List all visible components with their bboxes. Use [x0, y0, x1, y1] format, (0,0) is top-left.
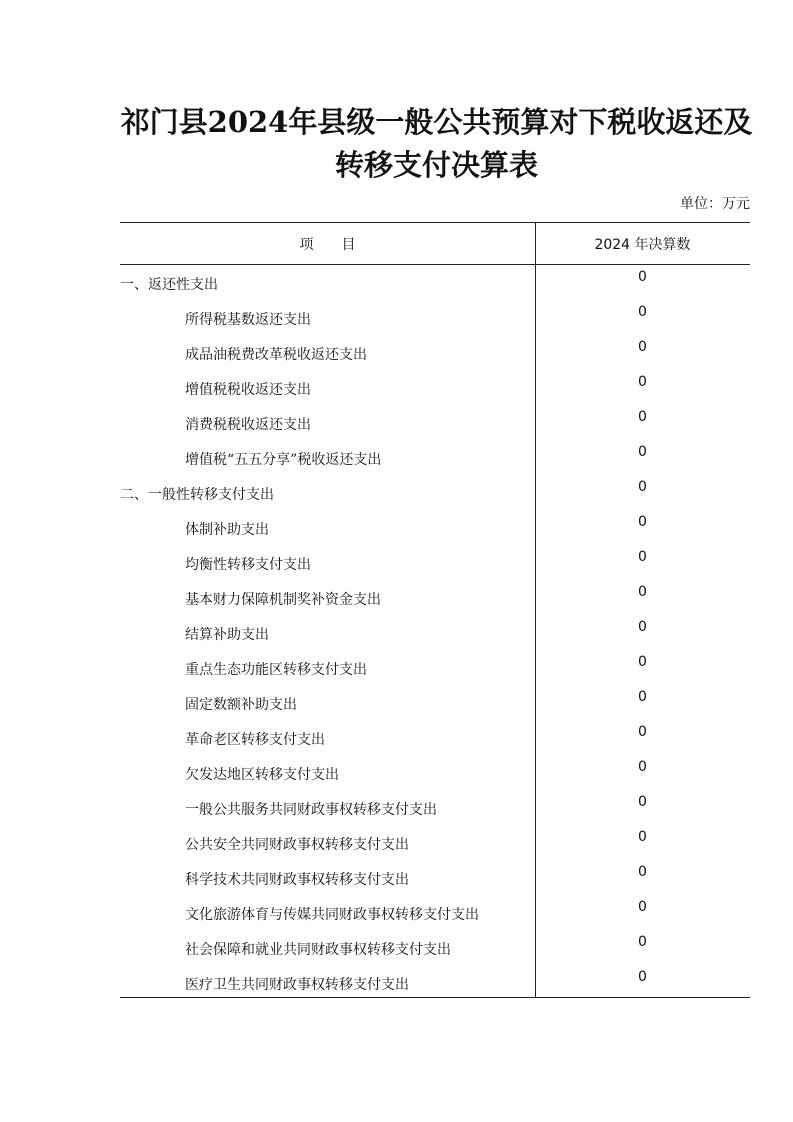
- row-label: 消费税税收返还支出: [185, 417, 311, 433]
- table-row: [120, 511, 750, 546]
- row-value: 0: [638, 829, 647, 845]
- row-value: 0: [638, 864, 647, 880]
- row-label: 增值税“五五分享”税收返还支出: [185, 452, 382, 468]
- row-value: 0: [638, 269, 647, 285]
- row-label: 一般公共服务共同财政事权转移支付支出: [185, 802, 437, 818]
- row-value: 0: [638, 514, 647, 530]
- row-label: 革命老区转移支付支出: [185, 732, 325, 748]
- table-body: [120, 266, 750, 1001]
- row-label: 医疗卫生共同财政事权转移支付支出: [185, 977, 409, 993]
- row-value: 0: [638, 759, 647, 775]
- table-row: [120, 301, 750, 336]
- row-label: 增值税税收返还支出: [185, 382, 311, 398]
- row-label: 一、返还性支出: [120, 277, 218, 293]
- row-label: 文化旅游体育与传媒共同财政事权转移支付支出: [185, 907, 479, 923]
- row-label: 基本财力保障机制奖补资金支出: [185, 592, 381, 608]
- row-value: 0: [638, 619, 647, 635]
- row-value: 0: [638, 794, 647, 810]
- row-value: 0: [638, 689, 647, 705]
- table-header: [120, 223, 750, 265]
- table-row: [120, 546, 750, 581]
- row-value: 0: [638, 934, 647, 950]
- table-row: [120, 406, 750, 441]
- row-label: 固定数额补助支出: [185, 697, 297, 713]
- row-value: 0: [638, 479, 647, 495]
- table-row: [120, 616, 750, 651]
- table-row: [120, 791, 750, 826]
- table-row: [120, 826, 750, 861]
- table-row: [120, 371, 750, 406]
- row-value: 0: [638, 549, 647, 565]
- row-value: 0: [638, 304, 647, 320]
- table-row: [120, 861, 750, 896]
- table-row: [120, 966, 750, 1001]
- row-value: 0: [638, 899, 647, 915]
- row-value: 0: [638, 409, 647, 425]
- table-row: [120, 721, 750, 756]
- table-row: [120, 651, 750, 686]
- row-label: 二、一般性转移支付支出: [120, 487, 274, 503]
- row-value: 0: [638, 444, 647, 460]
- table-row: [120, 756, 750, 791]
- page-title-line2: 转移支付决算表: [334, 148, 538, 182]
- table-row: [120, 686, 750, 721]
- table-row: [120, 581, 750, 616]
- row-label: 科学技术共同财政事权转移支付支出: [185, 872, 409, 888]
- header-item: 项 目: [299, 237, 356, 253]
- row-label: 欠发达地区转移支付支出: [185, 767, 339, 783]
- row-value: 0: [638, 374, 647, 390]
- row-value: 0: [638, 339, 647, 355]
- table-row: [120, 441, 750, 476]
- row-label: 公共安全共同财政事权转移支付支出: [185, 837, 409, 853]
- row-label: 体制补助支出: [185, 522, 269, 538]
- table-row: [120, 266, 750, 301]
- header-value: 2024 年决算数: [594, 237, 691, 253]
- table-row: [120, 336, 750, 371]
- table-row: [120, 931, 750, 966]
- row-value: 0: [638, 969, 647, 985]
- row-label: 重点生态功能区转移支付支出: [185, 662, 367, 678]
- budget-table: [120, 222, 750, 998]
- row-value: 0: [638, 584, 647, 600]
- row-label: 均衡性转移支付支出: [185, 557, 311, 573]
- table-row: [120, 896, 750, 931]
- row-label: 所得税基数返还支出: [185, 312, 311, 328]
- row-value: 0: [638, 724, 647, 740]
- row-value: 0: [638, 654, 647, 670]
- table-row: [120, 476, 750, 511]
- row-label: 社会保障和就业共同财政事权转移支付支出: [185, 942, 451, 958]
- page-title-line1: 祁门县2024年县级一般公共预算对下税收返还及: [120, 105, 753, 139]
- row-label: 成品油税费改革税收返还支出: [185, 347, 367, 363]
- row-label: 结算补助支出: [185, 627, 269, 643]
- unit-label: 单位：万元: [680, 196, 750, 212]
